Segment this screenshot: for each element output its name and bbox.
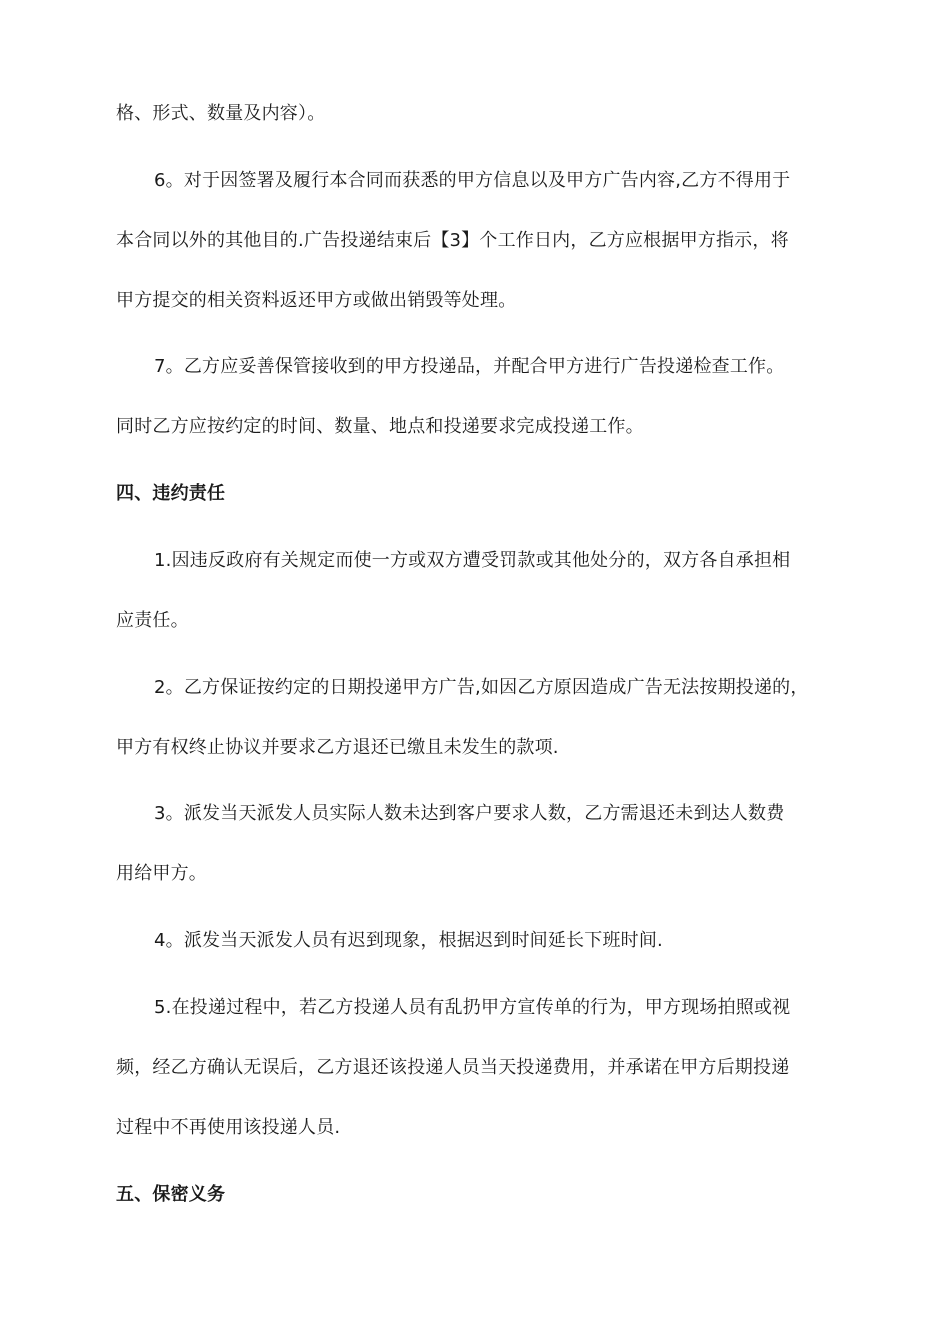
section-heading: 四、违约责任 xyxy=(116,483,226,504)
paragraph-line: 1.因违反政府有关规定而使一方或双方遭受罚款或其他处分的，双方各自承担相 xyxy=(154,550,791,571)
paragraph-line: 3。派发当天派发人员实际人数未达到客户要求人数，乙方需退还未到达人数费 xyxy=(154,803,785,824)
paragraph-line: 7。乙方应妥善保管接收到的甲方投递品，并配合甲方进行广告投递检查工作。 xyxy=(154,356,785,377)
paragraph-line: 频，经乙方确认无误后，乙方退还该投递人员当天投递费用，并承诺在甲方后期投递 xyxy=(116,1057,790,1078)
paragraph-line: 格、形式、数量及内容）。 xyxy=(116,103,326,124)
paragraph-line: 甲方有权终止协议并要求乙方退还已缴且未发生的款项. xyxy=(116,737,559,758)
paragraph-line: 用给甲方。 xyxy=(116,863,207,884)
paragraph-line: 应责任。 xyxy=(116,610,189,631)
paragraph-line: 2。乙方保证按约定的日期投递甲方广告,如因乙方原因造成广告无法按期投递的， xyxy=(154,677,809,698)
paragraph-line: 甲方提交的相关资料返还甲方或做出销毁等处理。 xyxy=(116,290,517,311)
paragraph-line: 过程中不再使用该投递人员. xyxy=(116,1117,341,1138)
section-heading: 五、保密义务 xyxy=(116,1184,226,1205)
paragraph-line: 本合同以外的其他目的.广告投递结束后【3】个工作日内，乙方应根据甲方指示，将 xyxy=(116,230,789,251)
paragraph-line: 同时乙方应按约定的时间、数量、地点和投递要求完成投递工作。 xyxy=(116,416,644,437)
paragraph-line: 4。派发当天派发人员有迟到现象，根据迟到时间延长下班时间. xyxy=(154,930,663,951)
paragraph-line: 6。对于因签署及履行本合同而获悉的甲方信息以及甲方广告内容,乙方不得用于 xyxy=(154,170,791,191)
paragraph-line: 5.在投递过程中，若乙方投递人员有乱扔甲方宣传单的行为，甲方现场拍照或视 xyxy=(154,997,791,1018)
